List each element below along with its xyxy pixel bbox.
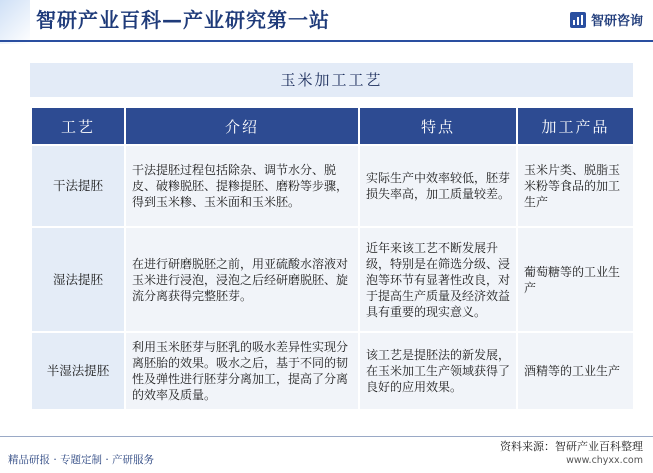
table-title: 玉米加工工艺 bbox=[30, 63, 633, 97]
intro-cell: 干法提胚过程包括除杂、调节水分、脱皮、破糁脱胚、提糁提胚、磨粉等步骤，得到玉米糁、玉米面和玉米胚。 bbox=[125, 145, 359, 227]
header-decoration bbox=[0, 0, 30, 44]
intro-cell: 在进行研磨脱胚之前，用亚硫酸水溶液对玉米进行浸泡，浸泡之后经研磨脱胚、旋流分离获得完整胚芽。 bbox=[125, 227, 359, 332]
process-cell: 湿法提胚 bbox=[31, 227, 125, 332]
table-header-row bbox=[31, 107, 634, 145]
table-row bbox=[31, 332, 634, 410]
header-bar bbox=[0, 0, 653, 44]
process-cell: 干法提胚 bbox=[31, 145, 125, 227]
features-cell: 该工艺是提胚法的新发展，在玉米加工生产领域获得了良好的应用效果。 bbox=[359, 332, 517, 410]
brand-name: 智研咨询 bbox=[590, 14, 643, 29]
column-header-features: 特点 bbox=[359, 107, 517, 145]
features-cell: 实际生产中效率较低，胚芽损失率高，加工质量较差。 bbox=[359, 145, 517, 227]
header-divider bbox=[0, 40, 653, 42]
products-cell: 葡萄糖等的工业生产 bbox=[517, 227, 634, 332]
products-cell: 玉米片类、脱脂玉米粉等食品的加工生产 bbox=[517, 145, 634, 227]
table-row bbox=[31, 227, 634, 332]
site-url-link[interactable]: www.chyxx.com bbox=[566, 455, 643, 466]
footer-tagline: 精品研报 · 专题定制 · 产研服务 bbox=[8, 454, 155, 466]
page-title: 智研产业百科—产业研究第一站 bbox=[36, 8, 330, 32]
column-header-intro: 介绍 bbox=[125, 107, 359, 145]
footer-divider bbox=[0, 436, 653, 437]
process-table bbox=[30, 106, 635, 411]
features-cell: 近年来该工艺不断发展升级，特别是在筛选分级、浸泡等环节有显著性改良，对于提高生产质量及经济效益具有重要的现实意义。 bbox=[359, 227, 517, 332]
products-cell: 酒精等的工业生产 bbox=[517, 332, 634, 410]
table-row bbox=[31, 145, 634, 227]
intro-cell: 利用玉米胚芽与胚乳的吸水差异性实现分离胚胎的效果。吸水之后，基于不同的韧性及弹性进行胚芽分离加工，提高了分离的效率及质量。 bbox=[125, 332, 359, 410]
process-cell: 半湿法提胚 bbox=[31, 332, 125, 410]
column-header-process: 工艺 bbox=[31, 107, 125, 145]
brand-logo[interactable] bbox=[569, 10, 643, 29]
column-header-products: 加工产品 bbox=[517, 107, 634, 145]
source-note: 资料来源：智研产业百科整理 bbox=[500, 440, 643, 453]
brand-logo-icon bbox=[569, 11, 587, 29]
